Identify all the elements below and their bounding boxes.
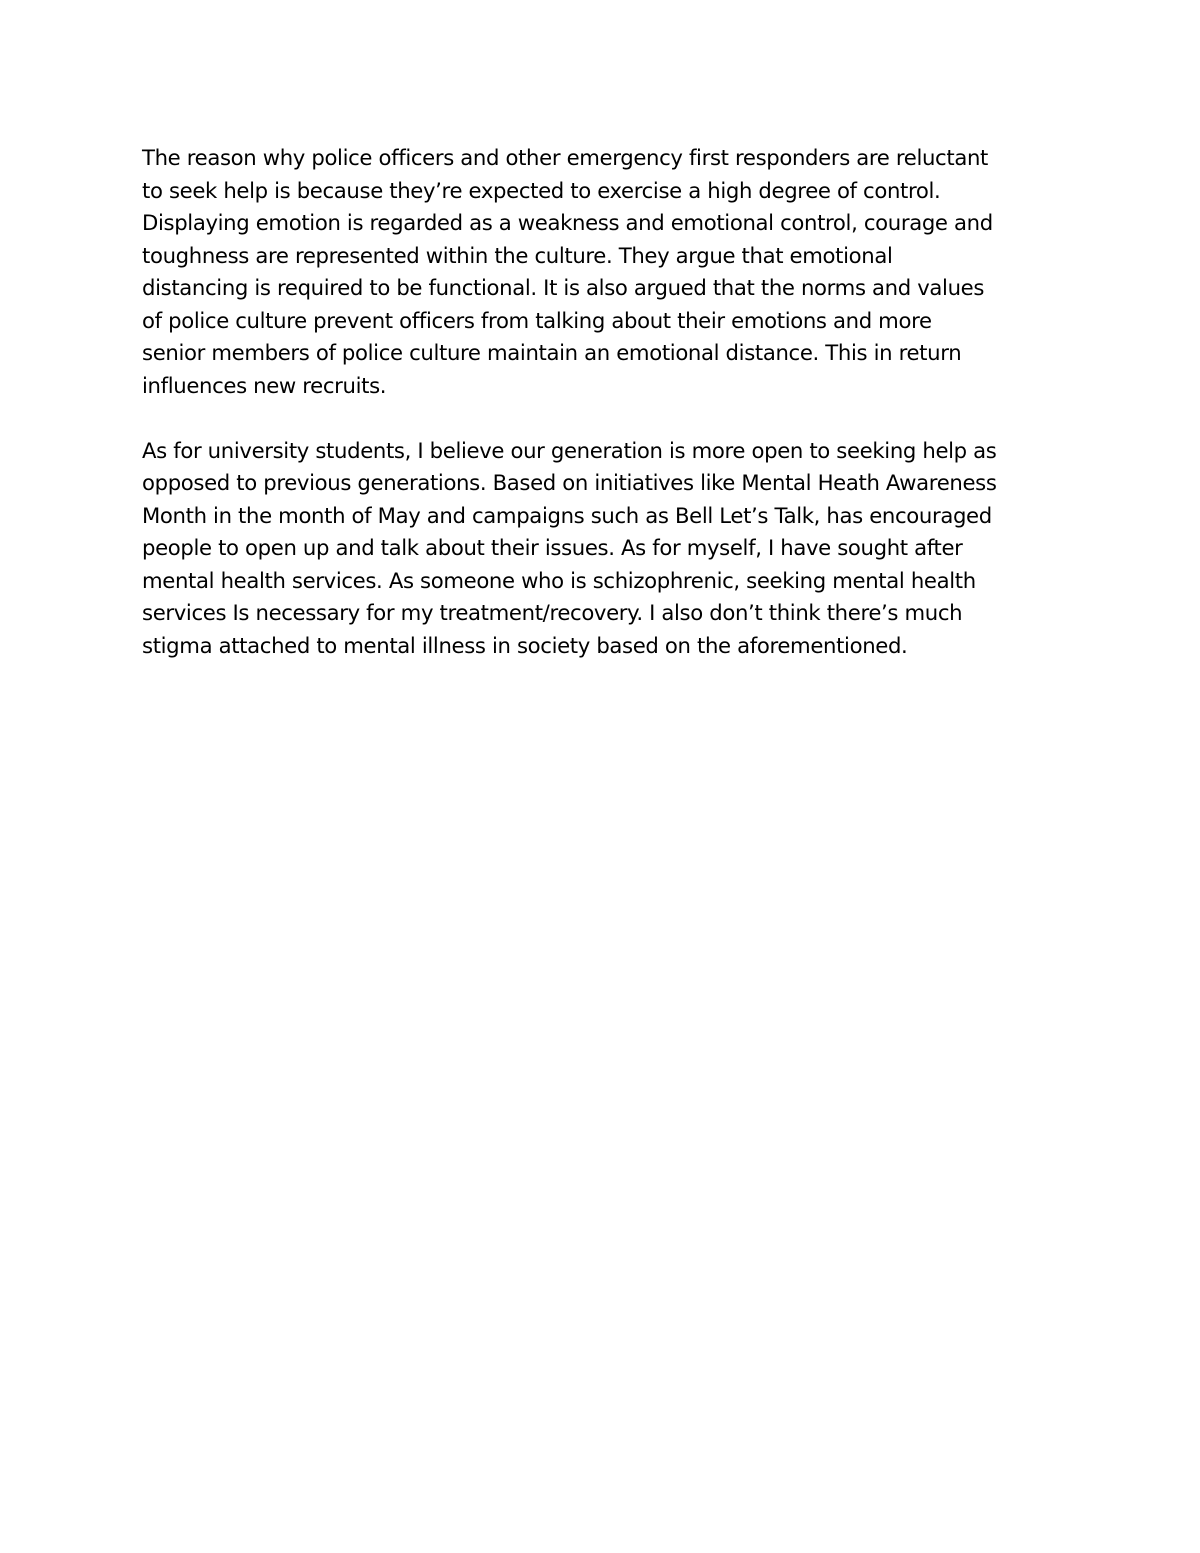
- text-line: people to open up and talk about their issues. As for myself, I have sought after: [142, 535, 963, 560]
- text-line: Displaying emotion is regarded as a weakness and emotional control, courage and: [142, 210, 993, 235]
- text-line: services Is necessary for my treatment/recovery. I also don’t think there’s much: [142, 600, 963, 625]
- text-line: As for university students, I believe our generation is more open to seeking help as: [142, 437, 997, 463]
- document-body: [142, 142, 1077, 662]
- paragraph-university-students: [142, 435, 1077, 663]
- text-line: mental health services. As someone who is schizophrenic, seeking mental health: [142, 567, 976, 593]
- paragraph-police-culture: [142, 142, 1077, 402]
- text-line: stigma attached to mental illness in society based on the aforementioned.: [142, 632, 908, 658]
- text-line: Month in the month of May and campaigns such as Bell Let’s Talk, has encouraged: [142, 502, 992, 528]
- text-line: senior members of police culture maintain an emotional distance. This in return: [142, 340, 962, 365]
- text-line: distancing is required to be functional. It is also argued that the norms and values: [142, 275, 985, 300]
- text-line: The reason why police officers and other emergency first responders are reluctant: [142, 145, 988, 170]
- text-line: toughness are represented within the culture. They argue that emotional: [142, 242, 893, 268]
- text-line: of police culture prevent officers from talking about their emotions and more: [142, 307, 932, 333]
- text-line: to seek help is because they’re expected to exercise a high degree of control.: [142, 177, 941, 203]
- text-line: opposed to previous generations. Based on initiatives like Mental Heath Awareness: [142, 470, 997, 495]
- text-line: influences new recruits.: [142, 372, 387, 398]
